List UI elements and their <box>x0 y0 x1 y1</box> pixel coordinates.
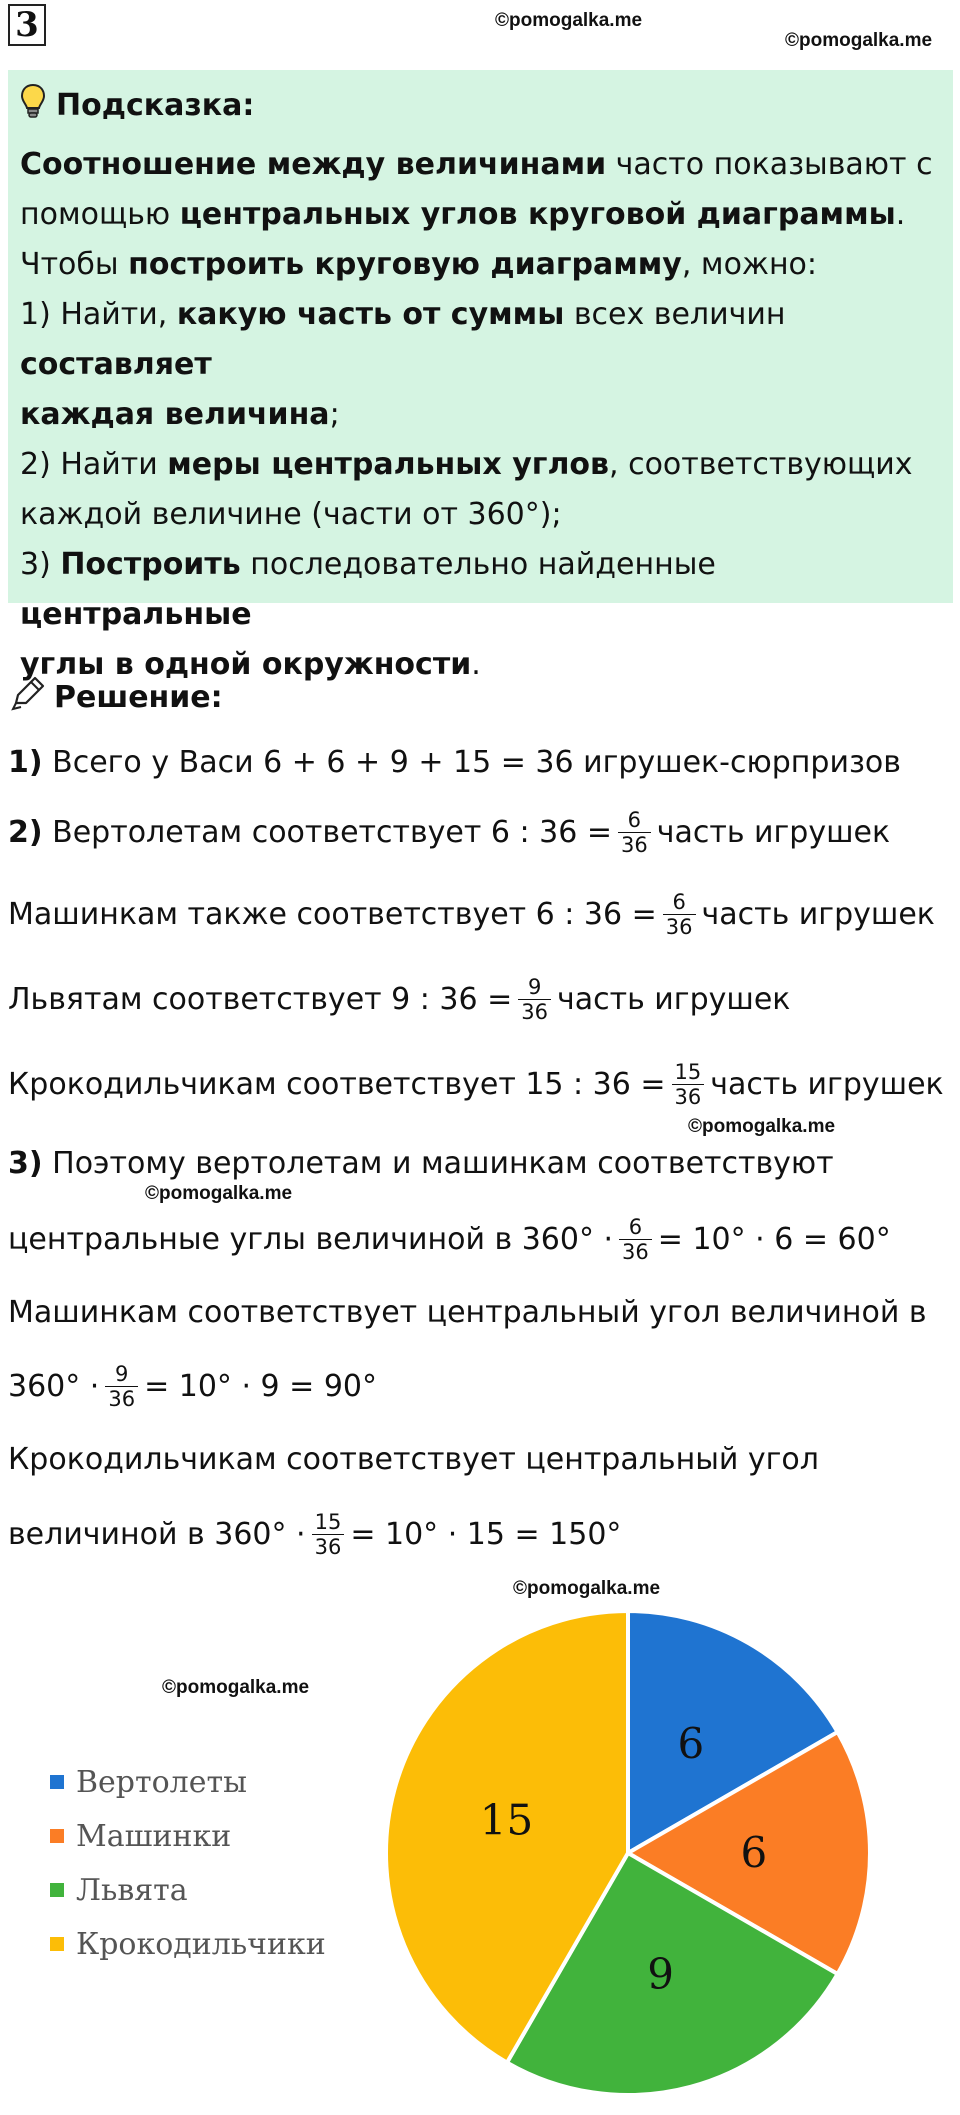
text: ; <box>329 397 340 432</box>
denominator: 36 <box>518 999 551 1024</box>
text: 2) Найти <box>20 447 168 482</box>
line-text: Львятам соответствует 9 : 36 = <box>8 982 513 1017</box>
solution-line-2 <box>8 808 890 857</box>
line-text: = 10° · 9 = 90° <box>144 1369 378 1404</box>
text: , соответствующих <box>609 447 913 482</box>
line-text: Вертолетам соответствует 6 : 36 = <box>52 815 612 850</box>
lightbulb-icon <box>20 83 46 127</box>
pie-data-label: 6 <box>677 1719 705 1769</box>
solution-line-8 <box>8 1295 927 1330</box>
pencil-icon <box>10 675 46 719</box>
legend-swatch <box>50 1829 64 1843</box>
numerator: 15 <box>674 1060 702 1084</box>
watermark: ©pomogalka.me <box>785 30 933 51</box>
legend-item <box>50 1755 326 1809</box>
step-number: 2) <box>8 815 43 850</box>
bold-text: углы в одной окружности <box>20 647 472 682</box>
line-text: центральные углы величиной в 360° · <box>8 1222 614 1257</box>
text: последовательно найденные <box>240 547 716 582</box>
line-text: = 10° · 6 = 60° <box>657 1222 891 1257</box>
legend-item <box>50 1863 326 1917</box>
line-text: часть игрушек <box>701 897 935 932</box>
text: часто показывают с <box>606 147 933 182</box>
numerator: 9 <box>115 1362 129 1386</box>
text: 3) <box>20 547 61 582</box>
numerator: 15 <box>314 1510 342 1534</box>
solution-line-1 <box>8 745 901 780</box>
hint-line <box>20 390 941 440</box>
watermark: ©pomogalka.me <box>513 1578 661 1599</box>
line-text: = 10° · 15 = 150° <box>350 1517 622 1552</box>
hint-line <box>20 190 941 240</box>
solution-header <box>10 675 223 719</box>
fraction <box>518 975 551 1024</box>
hint-line <box>20 540 941 640</box>
legend-item <box>50 1809 326 1863</box>
legend-label: Машинки <box>76 1818 232 1854</box>
line-text: 360° · <box>8 1369 100 1404</box>
bold-text: Соотношение между величинами <box>20 147 607 182</box>
solution-line-7 <box>8 1215 891 1264</box>
watermark: ©pomogalka.me <box>162 1677 310 1698</box>
bold-text: центральные <box>20 597 252 632</box>
text: всех величин <box>564 297 786 332</box>
pie-data-label: 6 <box>740 1828 768 1877</box>
line-text: Машинкам соответствует центральный угол величиной в <box>8 1295 927 1330</box>
fraction <box>663 890 696 939</box>
solution-line-6 <box>8 1146 834 1181</box>
solution-line-9 <box>8 1362 377 1411</box>
line-text: часть игрушек <box>557 982 791 1017</box>
line-text: величиной в 360° · <box>8 1517 306 1552</box>
hint-line <box>20 240 941 290</box>
legend-label: Львята <box>76 1872 188 1908</box>
denominator: 36 <box>663 914 696 939</box>
fraction <box>619 1215 652 1264</box>
hint-line <box>20 440 941 490</box>
line-text: Поэтому вертолетам и машинкам соответствуют <box>52 1146 834 1181</box>
pie-chart <box>380 1605 880 2109</box>
fraction <box>105 1362 138 1411</box>
step-number: 1) <box>8 745 43 780</box>
denominator: 36 <box>619 1239 652 1264</box>
hint-header <box>20 70 941 140</box>
denominator: 36 <box>672 1084 705 1109</box>
watermark: ©pomogalka.me <box>688 1116 836 1137</box>
bold-text: каждая величина <box>20 397 330 432</box>
denominator: 36 <box>618 832 651 857</box>
line-text: часть игрушек <box>656 815 891 850</box>
text: . <box>471 647 481 682</box>
denominator: 36 <box>312 1534 345 1559</box>
hint-box <box>8 70 953 682</box>
watermark: ©pomogalka.me <box>145 1183 293 1204</box>
solution-line-3 <box>8 890 935 939</box>
text: помощью <box>20 197 180 232</box>
bold-text: составляет <box>20 347 212 382</box>
line-text: часть игрушек <box>710 1067 944 1102</box>
numerator: 6 <box>672 890 686 914</box>
legend-label: Вертолеты <box>76 1764 247 1800</box>
solution-line-5 <box>8 1060 944 1109</box>
watermark: ©pomogalka.me <box>495 10 643 31</box>
fraction <box>312 1510 345 1559</box>
task-number: 3 <box>8 4 46 46</box>
legend-swatch <box>50 1775 64 1789</box>
text: каждой величине (части от 360°); <box>20 497 562 532</box>
solution-line-10 <box>8 1442 819 1477</box>
solution-title: Решение: <box>54 679 223 715</box>
step-number: 3) <box>8 1146 43 1181</box>
pie-data-label: 9 <box>647 1949 674 1999</box>
bold-text: какую часть от суммы <box>176 297 565 332</box>
line-text: Всего у Васи 6 + 6 + 9 + 15 = 36 игрушек-сюрпризов <box>52 745 901 780</box>
legend-label: Крокодильчики <box>76 1926 326 1962</box>
fraction <box>618 808 651 857</box>
numerator: 6 <box>627 808 642 832</box>
legend-swatch <box>50 1937 64 1951</box>
text: . <box>895 197 906 232</box>
legend-item <box>50 1917 326 1971</box>
bold-text: Построить <box>60 547 241 582</box>
pie-data-label: 15 <box>479 1795 534 1845</box>
fraction <box>672 1060 705 1109</box>
bold-text: меры центральных углов <box>167 447 610 482</box>
numerator: 6 <box>628 1215 643 1239</box>
hint-title: Подсказка: <box>56 87 255 123</box>
bold-text: построить круговую диаграмму <box>128 247 682 282</box>
text: , можно: <box>681 247 818 282</box>
solution-line-4 <box>8 975 790 1024</box>
text: Чтобы <box>20 247 129 282</box>
hint-line <box>20 290 941 390</box>
text: 1) Найти, <box>20 297 177 332</box>
legend-swatch <box>50 1883 64 1897</box>
hint-line <box>20 490 941 540</box>
bold-text: центральных углов круговой диаграммы <box>179 197 896 232</box>
line-text: Машинкам также соответствует 6 : 36 = <box>8 897 657 932</box>
solution-line-11 <box>8 1510 621 1559</box>
denominator: 36 <box>105 1386 138 1411</box>
hint-text <box>20 140 941 690</box>
hint-line <box>20 140 941 190</box>
line-text: Крокодильчикам соответствует 15 : 36 = <box>8 1067 666 1102</box>
chart-legend <box>50 1755 326 1971</box>
line-text: Крокодильчикам соответствует центральный угол <box>8 1442 819 1477</box>
numerator: 9 <box>527 975 542 999</box>
